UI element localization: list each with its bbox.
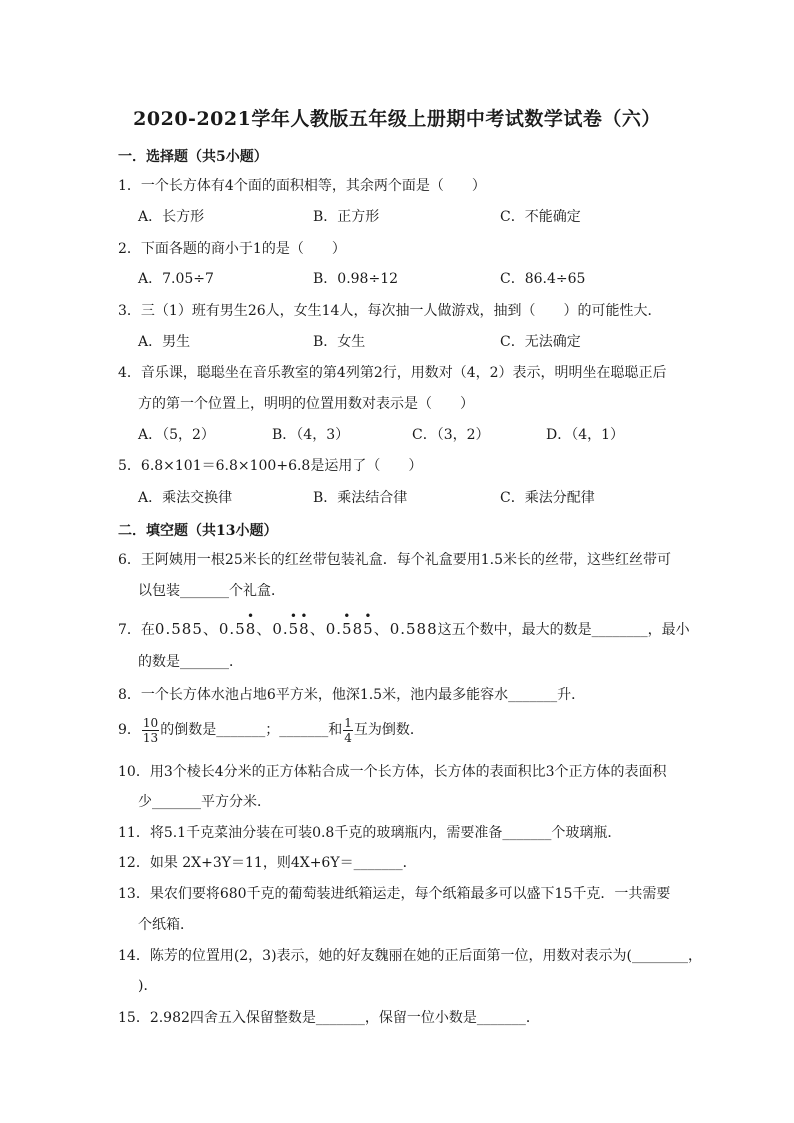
q4-option-c: C．（3，2） bbox=[412, 427, 490, 443]
question-1: 1．一个长方体有4个面的面积相等，其余两个面是（ ） bbox=[118, 178, 486, 194]
q7-separator: 、 bbox=[373, 620, 390, 638]
question-11: 11．将5.1千克菜油分装在可装0.8千克的玻璃瓶内，需要准备_______个玻璃瓶． bbox=[118, 825, 622, 841]
q7-number-1: 0.585 bbox=[154, 620, 203, 638]
q7-number-5: 0.588 bbox=[389, 620, 438, 638]
question-7-line-2: 的数是_______． bbox=[138, 654, 243, 670]
section-fill-heading: 二．填空题（共13小题） bbox=[118, 523, 278, 539]
question-4-line-1: 4．音乐课，聪聪坐在音乐教室的第4列第2行，用数对（4，2）表示，明明坐在聪聪正后 bbox=[118, 365, 667, 381]
q7-separator: 、 bbox=[309, 620, 326, 638]
q7-middle-text: 这五个数中，最大的数是________，最小 bbox=[437, 622, 690, 638]
question-9 bbox=[118, 713, 424, 747]
q2-option-b: B．0.98÷12 bbox=[313, 271, 399, 287]
question-3: 3．三（1）班有男生26人，女生14人，每次抽一人做游戏，抽到（ ）的可能性大． bbox=[118, 303, 662, 319]
question-12: 12．如果 2X+3Y＝11，则4X+6Y＝_______． bbox=[118, 855, 417, 871]
q2-option-a: A．7.05÷7 bbox=[138, 271, 214, 287]
question-15: 15．2.982四舍五入保留整数是_______，保留一位小数是_______． bbox=[118, 1010, 540, 1026]
question-10-line-2: 少_______平方分米． bbox=[138, 794, 271, 810]
q9-fraction-2: $\frac{1}{4}$ bbox=[344, 715, 352, 745]
question-10-line-1: 10．用3个棱长4分米的正方体粘合成一个长方体，长方体的表面积比3个正方体的表面积 bbox=[118, 764, 667, 780]
question-14-line-2: )． bbox=[138, 978, 158, 994]
q1-option-b: B．正方形 bbox=[313, 209, 380, 225]
q2-option-c: C．86.4÷65 bbox=[500, 271, 586, 287]
exam-title: 2020-2021学年人教版五年级上册期中考试数学试卷（六） bbox=[133, 108, 661, 130]
q9-prefix: 9． bbox=[118, 722, 141, 738]
question-2: 2．下面各题的商小于1的是（ ） bbox=[118, 241, 346, 257]
question-4-line-2: 方的第一个位置上，明明的位置用数对表示是（ ） bbox=[138, 396, 474, 412]
q4-option-a: A．（5，2） bbox=[138, 427, 215, 443]
question-13-line-1: 13．果农们要将680千克的葡萄装进纸箱运走，每个纸箱最多可以盛下15千克．一共需要 bbox=[118, 886, 671, 902]
question-13-line-2: 个纸箱． bbox=[138, 917, 194, 933]
q3-option-a: A．男生 bbox=[138, 334, 191, 350]
q9-fraction-1: $\frac{10}{13}$ bbox=[142, 715, 159, 745]
q4-option-d: D．（4，1） bbox=[546, 427, 625, 443]
q3-option-c: C．无法确定 bbox=[500, 334, 581, 350]
q9-middle-text: 的倒数是_______；_______和 bbox=[160, 722, 343, 738]
q7-number-4-repeating-digit-1: • 5 bbox=[342, 609, 353, 638]
q7-number-3-repeating-digit-1: • 5 bbox=[288, 609, 300, 638]
q7-separator: 、 bbox=[202, 620, 219, 638]
q4-option-b: B．（4，3） bbox=[272, 427, 350, 443]
q7-number-3-base: 0. bbox=[272, 620, 289, 638]
question-7-line-1 bbox=[118, 609, 690, 639]
question-8: 8．一个长方体水池占地6平方米，他深1.5米，池内最多能容水_______升． bbox=[118, 687, 586, 703]
question-6-line-1: 6．王阿姨用一根25米长的红丝带包装礼盒．每个礼盒要用1.5米长的丝带，这些红丝带可 bbox=[118, 552, 671, 568]
q3-option-b: B．女生 bbox=[313, 334, 366, 350]
q7-numbers: 0.585、0.5 • 8、0. • 5 • 8、0. • 58 • 5、0.588 bbox=[154, 609, 438, 638]
q5-option-c: C．乘法分配律 bbox=[500, 490, 595, 506]
question-5: 5．6.8×101＝6.8×100+6.8是运用了（ ） bbox=[118, 458, 423, 474]
section-choice-heading: 一．选择题（共5小题） bbox=[118, 149, 268, 165]
q7-number-2-repeating-digit: • 8 bbox=[245, 609, 257, 638]
q7-prefix: 7．在 bbox=[118, 622, 155, 638]
q5-option-b: B．乘法结合律 bbox=[313, 490, 408, 506]
q1-option-c: C．不能确定 bbox=[500, 209, 581, 225]
q7-number-4-base: 0. bbox=[325, 620, 343, 638]
question-6-line-2: 以包装_______个礼盒． bbox=[138, 583, 285, 599]
q5-option-a: A．乘法交换律 bbox=[138, 490, 233, 506]
q7-number-4-repeating-digit-2: • 5 bbox=[363, 609, 374, 638]
question-14-line-1: 14．陈芳的位置用(2，3)表示，她的好友魏丽在她的正后面第一位，用数对表示为(________， bbox=[118, 948, 703, 964]
q9-suffix: 互为倒数． bbox=[353, 722, 424, 738]
q7-number-2-base: 0.5 bbox=[218, 620, 246, 638]
q7-number-3-repeating-digit-2: • 8 bbox=[299, 609, 310, 638]
q7-separator: 、 bbox=[256, 620, 273, 638]
q1-option-a: A．长方形 bbox=[138, 209, 205, 225]
